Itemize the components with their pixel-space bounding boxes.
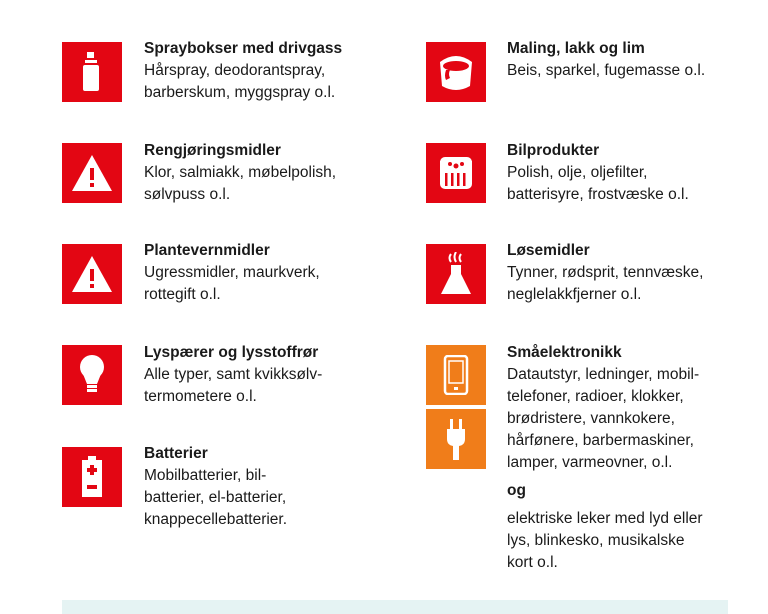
bottom-info-band [62, 600, 728, 614]
light-bulb-icon [62, 345, 122, 405]
category-title: Spraybokser med drivgass [144, 40, 343, 57]
warning-triangle-icon [62, 244, 122, 304]
category-description-line: Datautstyr, ledninger, mobil- [507, 366, 700, 383]
category-description-line: elektriske leker med lyd eller [507, 510, 703, 527]
category-title: Maling, lakk og lim [507, 40, 645, 57]
category-description-line: kort o.l. [507, 554, 558, 571]
category-description-line: Tynner, rødsprit, tennvæske, [507, 264, 704, 281]
category-description-line: rottegift o.l. [144, 286, 221, 303]
category-description-line: Mobilbatterier, bil- [144, 467, 267, 484]
category-title: Småelektronikk [507, 344, 622, 361]
category-description-line: hårfønere, barbermaskiner, [507, 432, 694, 449]
battery-icon [62, 447, 122, 507]
category-description-line: Hårspray, deodorantspray, [144, 62, 326, 79]
paint-can-icon [426, 42, 486, 102]
warning-triangle-icon [62, 143, 122, 203]
plug-icon [426, 409, 486, 469]
category-description-line: neglelakkfjerner o.l. [507, 286, 642, 303]
category-description-line: Alle typer, samt kvikksølv- [144, 366, 323, 383]
category-description-line: batterier, el-batterier, [144, 489, 287, 506]
category-title: Rengjøringsmidler [144, 142, 281, 159]
category-description-line: termometere o.l. [144, 388, 257, 405]
category-description-line: knappecellebatterier. [144, 511, 288, 528]
category-description-line: barberskum, myggspray o.l. [144, 84, 336, 101]
flask-icon [426, 244, 486, 304]
category-description-line: lamper, varmeovner, o.l. [507, 454, 673, 471]
spray-can-icon [62, 42, 122, 102]
category-title: Lyspærer og lysstoffrør [144, 344, 319, 361]
category-description-line: lys, blinkesko, musikalske [507, 532, 685, 549]
category-title: Plantevernmidler [144, 242, 270, 259]
category-title: Løsemidler [507, 242, 590, 259]
conjunction-label: og [507, 482, 526, 499]
category-title: Batterier [144, 445, 208, 462]
category-description-line: Polish, olje, oljefilter, [507, 164, 648, 181]
category-title: Bilprodukter [507, 142, 600, 159]
category-description-line: batterisyre, frostvæske o.l. [507, 186, 689, 203]
category-description-line: sølvpuss o.l. [144, 186, 231, 203]
category-description-line: Klor, salmiakk, møbelpolish, [144, 164, 337, 181]
oil-filter-icon [426, 143, 486, 203]
category-description-line: telefoner, radioer, klokker, [507, 388, 684, 405]
phone-icon [426, 345, 486, 405]
category-description-line: Beis, sparkel, fugemasse o.l. [507, 62, 706, 79]
category-description-line: brødristere, vannkokere, [507, 410, 675, 427]
category-description-line: Ugressmidler, maurkverk, [144, 264, 320, 281]
